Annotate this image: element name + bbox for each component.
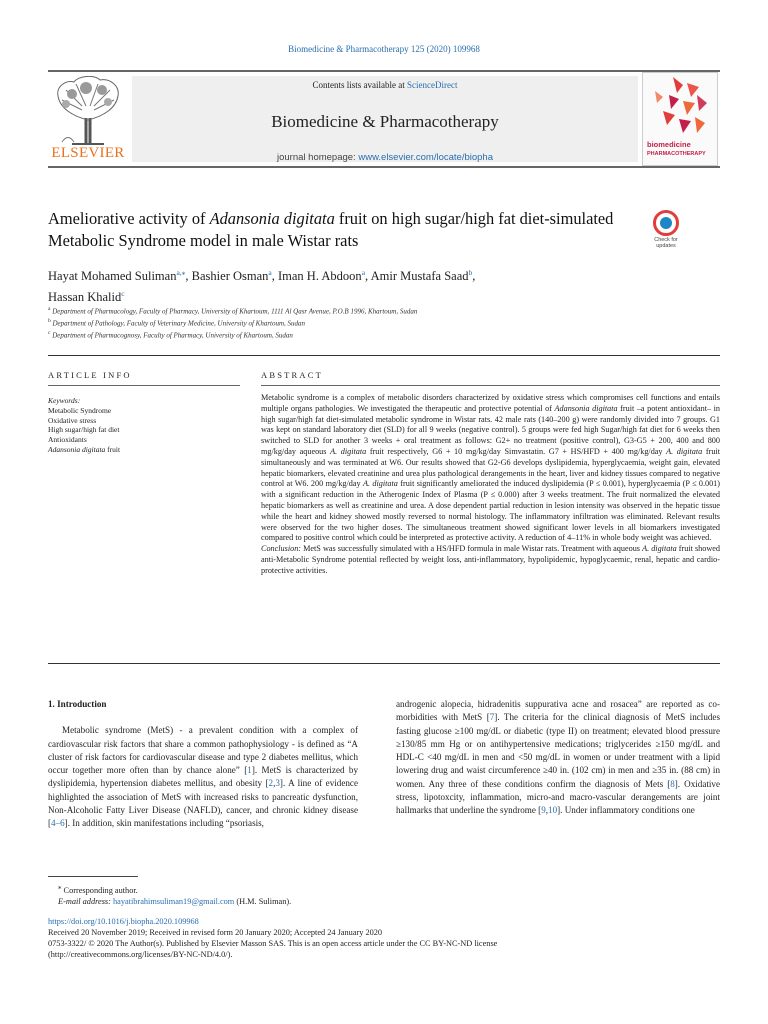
author-list [48,264,608,306]
section-heading-introduction: 1. Introduction [48,699,107,709]
contents-line [132,80,638,90]
author-1[interactable]: Hayat Mohamed Suliman$^{a,⁎}$, [48,268,192,284]
author-2[interactable]: Bashier Osman$^a$, [191,268,278,284]
article-title [48,208,638,251]
article-info-divider [48,385,240,386]
check-updates-icon [653,210,679,236]
check-for-updates-badge[interactable] [646,210,686,254]
cover-title [647,141,715,158]
received-dates: Received 20 November 2019; Received in revised form 20 January 2020; Accepted 24 January 2020 [48,927,383,937]
author-4[interactable]: Amir Mustafa Saad$^b$, [370,268,476,284]
intro-paragraph-continued: androgenic alopecia, hidradenitis suppurativa acne and rosacea” are reported as co-morbidities with MetS [7]. The criteria for the clinical diagnosis of MetS includes fasting glucose ≥100 mg/dL or diabetic (type II) on treatment; elevated blood pressure ≥130/85 mm Hg or on antihypertensive medications; triglycerides ≥150 mg/dL and HDL-C <40 mg/dL in men and <50 mg/dL in women or under treatment with a lipid lowering drug and waist circumference ≥40 in. (102 cm) in men and ≥35 in. (88 cm) in women. Any three of these conditions confirm the diagnosis of Mets [8]. Oxidative stress, lipotoxcity, inflammation, micro-and macro-vascular derangements are joint hallmarks that underline the syndrome [9,10]. Under inflammatory conditions one [396,699,721,816]
citation-link[interactable]: 1 [247,765,252,776]
abstract-text [261,393,720,577]
citation-link[interactable]: 4–6 [51,818,65,829]
cover-art-icon [643,73,718,139]
keyword-item: Antioxidants [48,435,87,445]
abstract-label: ABSTRACT [261,370,323,380]
journal-cover[interactable] [642,72,718,166]
title-species: Adansonia digitata [209,209,335,228]
license-line-1: 0753-3322/ © 2020 The Author(s). Published by Elsevier Masson SAS. This is an open access article under the CC BY-NC-ND license [48,938,498,948]
license-line-2[interactable]: (http://creativecommons.org/licenses/BY-NC-ND/4.0/). [48,949,233,959]
elsevier-logo[interactable] [48,72,128,166]
check-updates-label: Check for updates [654,237,678,249]
homepage-link[interactable]: www.elsevier.com/locate/biopha [358,152,493,163]
footnote-divider [48,876,138,877]
header-divider [48,355,720,356]
keyword-item: High sugar/high fat diet [48,425,120,435]
keywords-block [48,396,238,455]
citation-link[interactable]: 10 [548,805,558,816]
affiliation-b: $^b$ Department of Pathology, Faculty of Veterinary Medicine, University of Khartoum, Sudan [48,318,306,328]
email-note: E-mail address: hayatibrahimsuliman19@gmail.com (H.M. Suliman). [58,896,292,906]
journal-info-box [132,76,638,162]
homepage-prefix: journal homepage: [277,152,359,163]
keywords-heading: Keywords: [48,396,81,405]
keyword-item: Adansonia digitata fruit [48,444,121,454]
cover-word-2: PHARMACOTHERAPY [647,151,706,157]
author-3[interactable]: Iman H. Abdoon$^a$, [278,268,371,284]
journal-title: Biomedicine & Pharmacotherapy [271,112,499,131]
author-5[interactable]: Hassan Khalid$^c$ [48,289,125,305]
tree-logo-icon [52,76,124,146]
citation-link[interactable]: 3 [275,778,280,789]
citation-link[interactable]: 2 [268,778,274,789]
affiliation-a: $^a$ Department of Pharmacology, Faculty of Pharmacy, University of Khartoum, 1111 Al Qasr Avenue, P.O.B 1996, Khartoum, Sudan [48,306,418,316]
abstract-bottom-divider [48,663,720,664]
journal-reference[interactable]: Biomedicine & Pharmacotherapy 125 (2020) 109968 [288,44,480,54]
intro-paragraph: Metabolic syndrome (MetS) - a prevalent condition with a complex of cardiovascular risk factors that share a common pathophysiology - is defined as “A cluster of risk factors for cardiovascular disease and type 2 diabetes mellitus, which occur together more often than by chance alone” [1]. MetS is characterized by dyslipidemia, hypertension diabetes mellitus, and obesity [2,3]. A line of evidence highlighted the association of MetS with increased risks to pancreatic dysfunction, Non-Alcoholic Fatty Liver Disease (NAFLD), cancer, and chronic kidney disease [4–6]. In addition, skin manifestations including “psoriasis, [48,725,359,829]
footnotes [48,882,720,960]
affiliation-c: $^c$ Department of Pharmacognosy, Faculty of Pharmacy, University of Khartoum, Sudan [48,330,293,340]
abstract-paragraph: Metabolic syndrome is a complex of metabolic disorders characterized by oxidative stress which compromises cell functions and entails multiple organs pathologies. We investigated the therapeutic and protective potential of Adansonia digitata fruit –a potent antioxidant– in high sugar/high fat diet-simulated metabolic syndrome in Wistar rats. 42 male rats (140–200 g) were randomly divided into 7 groups. G1 was kept on standard laboratory diet (SLD) for all 9 weeks (negative control). 5 groups were fed high Sugar/high fat diet for 6 weeks then switched to SLD for another 3 weeks + oral treatment as follows: G2+ no treatment (positive control), G3-G5 + 200, 400 and 800 mg/kg/day aqueous A. digitata fruit respectively, G6 + 10 mg/kg/day Simvastatin. G7 + HS/HFD + 400 mg/kg/day A. digitata fruit simultaneously and was terminated at W6. Our results showed that G2-G6 develops dyslipidemia, hyperglycaemia, weight gain, elevated hepatic biomarkers, elevated creatinine and urea plus pathological derangements in the heart, liver and kidney tissues compared to negative control at W6. 200 mg/kg/day A. digitata fruit significantly ameliorated the induced dyslipidemia (P ≤ 0.001), hyperglycaemia (P ≤ 0.001) with a significant reduction in the Atherogenic Index of Plasma (P ≤ 0.000) after 3 weeks treatment. The fruit normalized the elevated hepatic biomarkers as well as creatinine and urea. A dose dependent partial reduction in lesion intensity was observed in the hepatic tissue while the heart and kidney showed mostly reversed to normal histology. The inflammatory infiltration was eliminated. Relevant results were observed for the two higher doses. The simultaneous treatment showed significant lower levels in all biomarkers investigated compared to positive control which could be interpreted as protective activity. A reduction of 4–11% in whole body weight was achieved. [261,393,721,543]
elsevier-wordmark: ELSEVIER [51,145,125,161]
keyword-item: Oxidative stress [48,415,97,425]
title-part-2: fruit on high sugar/high fat diet-simulated Metabolic Syndrome model in male Wistar rats [48,209,614,250]
body-right-column [396,698,720,818]
doi-link[interactable]: https://doi.org/10.1016/j.biopha.2020.109968 [48,916,199,926]
citation-link[interactable]: 7 [489,712,495,723]
citation-link[interactable]: 8 [670,778,675,789]
citation-link[interactable]: 9 [541,805,546,816]
article-info-label: ARTICLE INFO [48,370,132,380]
body-left-column [48,698,358,831]
title-part-1: Ameliorative activity of [48,209,210,228]
homepage-line [132,152,638,163]
sciencedirect-link[interactable]: ScienceDirect [407,80,458,90]
abstract-conclusion: Conclusion: MetS was successfully simulated with a HS/HFD formula in male Wistar rats. Treatment with aqueous A. digitata fruit showed anti-Metabolic Syndrome potential reflected by weight loss, anti-inflammatory, hypolipidemic, hypoglycaemic, renal, hepatic and cardio-protective activities. [261,544,720,575]
abstract-divider [261,385,720,386]
journal-header [48,70,720,168]
corresponding-author-note: ⁎ Corresponding author. [58,884,138,895]
email-link[interactable]: hayatibrahimsuliman19@gmail.com [113,896,235,906]
keyword-item: Metabolic Syndrome [48,405,112,415]
cover-word-1: biomedicine [647,140,691,149]
contents-prefix: Contents lists available at [312,80,407,90]
